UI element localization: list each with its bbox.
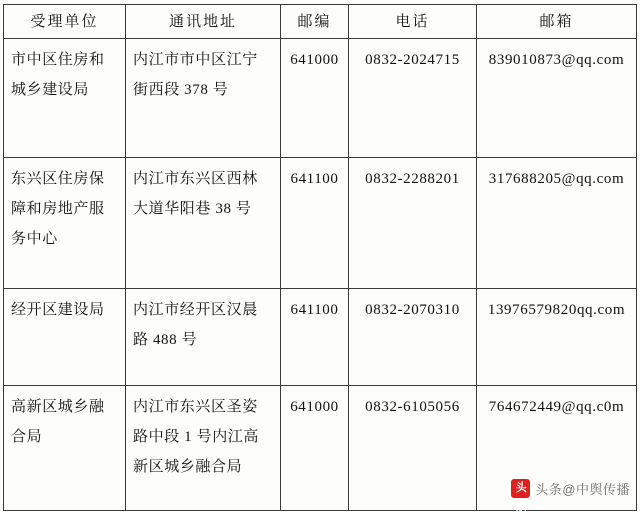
- cell-phone: 0832-2070310: [349, 289, 477, 386]
- cell-email: 839010873@qq.com: [477, 39, 637, 158]
- column-header-address: 通讯地址: [126, 5, 281, 39]
- cell-address: 内江市东兴区圣姿路中段 1 号内江高新区城乡融合局: [126, 386, 281, 511]
- toutiao-logo-icon: 头条: [511, 479, 530, 498]
- contact-table: [3, 4, 637, 511]
- cell-phone: 0832-2288201: [349, 158, 477, 289]
- watermark-label: 头条@中舆传播: [535, 482, 630, 497]
- cell-zip: 641100: [281, 289, 349, 386]
- cell-address: 内江市市中区江宁街西段 378 号: [126, 39, 281, 158]
- table-row: [4, 289, 637, 386]
- cell-email: 13976579820qq.com: [477, 289, 637, 386]
- cell-address: 内江市经开区汉晨路 488 号: [126, 289, 281, 386]
- cell-phone: 0832-6105056: [349, 386, 477, 511]
- cell-address: 内江市东兴区西林大道华阳巷 38 号: [126, 158, 281, 289]
- cell-unit: 东兴区住房保障和房地产服务中心: [4, 158, 126, 289]
- column-header-phone: 电话: [349, 5, 477, 39]
- table-row: [4, 39, 637, 158]
- cell-zip: 641000: [281, 39, 349, 158]
- cell-unit: 高新区城乡融合局: [4, 386, 126, 511]
- column-header-email: 邮箱: [477, 5, 637, 39]
- column-header-zip: 邮编: [281, 5, 349, 39]
- table-header-row: [4, 5, 637, 39]
- cell-zip: 641100: [281, 158, 349, 289]
- cell-email: 764672449@qq.c0m: [477, 386, 637, 511]
- cell-phone: 0832-2024715: [349, 39, 477, 158]
- cell-unit: 经开区建设局: [4, 289, 126, 386]
- column-header-unit: 受理单位: [4, 5, 126, 39]
- cell-email: 317688205@qq.com: [477, 158, 637, 289]
- watermark: [511, 479, 630, 513]
- table-row: [4, 158, 637, 289]
- cell-unit: 市中区住房和城乡建设局: [4, 39, 126, 158]
- cell-zip: 641000: [281, 386, 349, 511]
